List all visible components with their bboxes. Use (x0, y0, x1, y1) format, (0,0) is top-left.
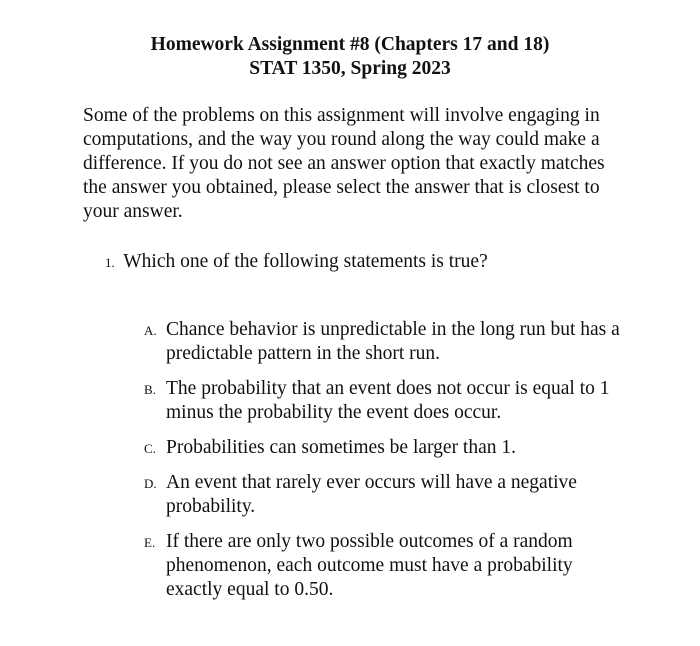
option-letter: D. (144, 476, 157, 491)
answer-options (144, 318, 634, 613)
option-b[interactable] (144, 377, 634, 425)
option-a[interactable] (144, 318, 634, 366)
question-1 (105, 250, 645, 275)
option-c[interactable] (144, 436, 634, 460)
assignment-title: Homework Assignment #8 (Chapters 17 and 18) (150, 34, 550, 55)
assignment-header (0, 33, 700, 81)
question-text: Which one of the following statements is true? (123, 251, 488, 272)
option-e[interactable] (144, 530, 634, 602)
option-letter: A. (144, 323, 157, 338)
course-title: STAT 1350, Spring 2023 (249, 58, 451, 79)
intro-paragraph: Some of the problems on this assignment will involve engaging in computations, and the way you round along the way could make a difference. If you do not see an answer option that exactly matches the answer you obtained, please select the answer that is closest to your answer. (83, 105, 605, 222)
option-text: Chance behavior is unpredictable in the long run but has a predictable pattern in the short run. (166, 319, 620, 364)
question-number: 1. (105, 255, 115, 270)
option-text: If there are only two possible outcomes of a random phenomenon, each outcome must have a probability exactly equal to 0.50. (166, 531, 573, 600)
option-text: An event that rarely ever occurs will have a negative probability. (166, 472, 577, 517)
option-d[interactable] (144, 471, 634, 519)
option-letter: E. (144, 535, 156, 550)
option-text: The probability that an event does not occur is equal to 1 minus the probability the event does occur. (166, 378, 610, 423)
option-letter: B. (144, 382, 156, 397)
option-letter: C. (144, 441, 156, 456)
option-text: Probabilities can sometimes be larger than 1. (166, 437, 517, 458)
